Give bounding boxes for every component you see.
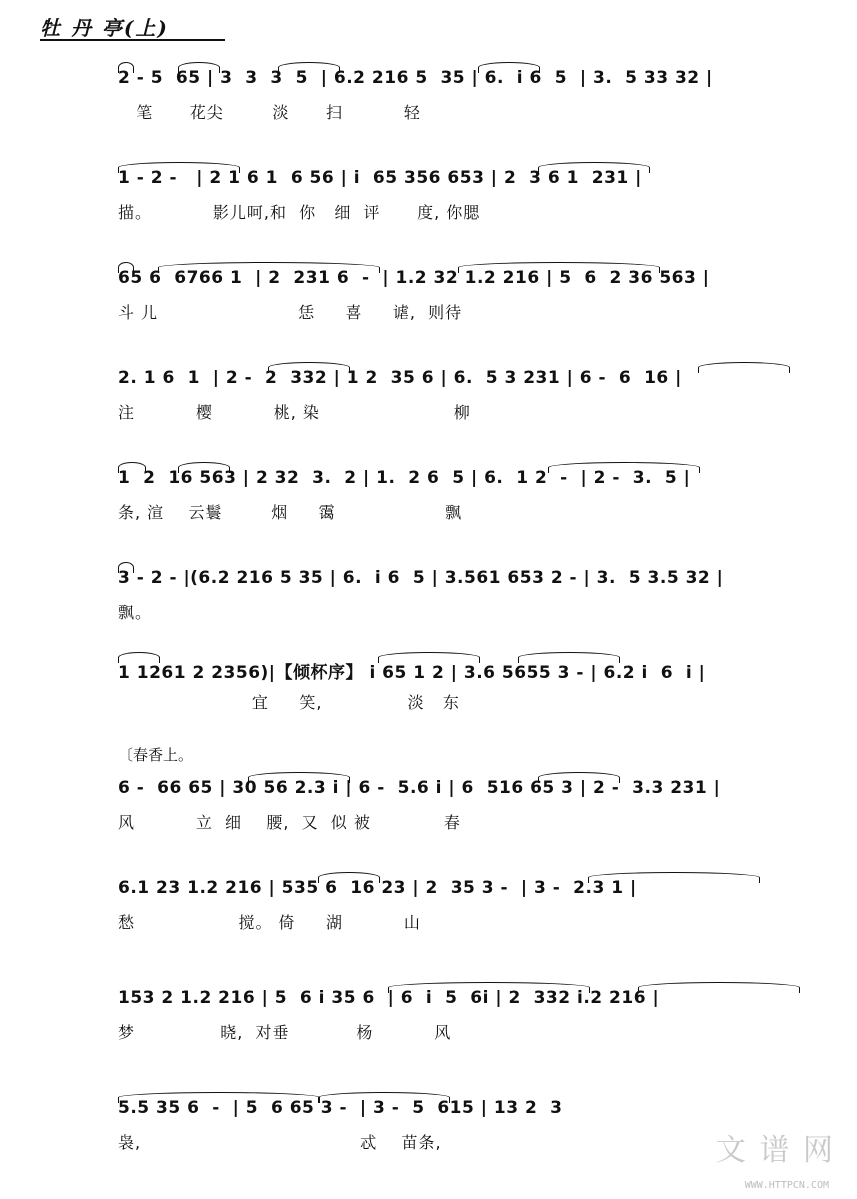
lyrics-line: 描。 影儿呵,和 你 细 评 度, 你腮 (118, 203, 481, 222)
stage-direction: 〔春香上。 (118, 746, 194, 764)
notation-system-7 (118, 650, 828, 720)
lyrics-line: 风 立 细 腰, 又 似 被 春 (118, 813, 461, 832)
lyrics-line: 飘。 (118, 603, 153, 622)
jianpu-notes: 1 2 16 563 | 2 32 3. 2 | 1. 2 6 5 | 6. 1 2 - | 2 - 3. 5 | (118, 468, 691, 488)
jianpu-notes: 3 - 2 - |(6.2 216 5 35 | 6. i 6 5 | 3.561 653 2 - | 3. 5 3.5 32 | (118, 568, 724, 588)
staff-line (118, 260, 828, 300)
jianpu-notes: 153 2 1.2 216 | 5 6 i 35 6 | 6 i 5 6i | 2 332 i.2 216 | (118, 988, 660, 1008)
notation-system-8 (118, 770, 828, 840)
page-title: 牡 丹 亭(上) (40, 16, 169, 40)
notation-system-1 (118, 60, 828, 130)
jianpu-notes: 6.1 23 1.2 216 | 535 6 16 23 | 2 35 3 - | 3 - 2.3 1 | (118, 878, 637, 898)
staff-line (118, 650, 828, 690)
lyrics-line: 梦 晓, 对垂 杨 风 (118, 1023, 452, 1042)
notation-system-6 (118, 560, 828, 630)
notation-system-10 (118, 980, 828, 1050)
notation-system-5 (118, 460, 828, 530)
staff-line (118, 460, 828, 500)
staff-line (118, 770, 828, 810)
staff-line (118, 160, 828, 200)
lyrics-line: 条, 渲 云鬟 烟 霭 飘 (118, 503, 463, 522)
jianpu-notes: 1 - 2 - | 2 1 6 1 6 56 | i 65 356 653 | 2 3 6 1 231 | (118, 168, 642, 188)
notation-system-2 (118, 160, 828, 230)
notation-system-3 (118, 260, 828, 330)
page-header (40, 12, 225, 38)
staff-line (118, 60, 828, 100)
staff-line (118, 1090, 828, 1130)
lyrics-line: 愁 搅。 倚 湖 山 (118, 913, 421, 932)
lyrics-line: 斗 儿 恁 喜 谑, 则待 (118, 303, 463, 322)
notation-system-4 (118, 360, 828, 430)
notation-system-9 (118, 870, 828, 940)
slur (638, 982, 800, 993)
lyrics-line: 注 樱 桃, 染 柳 (118, 403, 471, 422)
header-rule (40, 39, 225, 41)
staff-line (118, 870, 828, 910)
lyrics-line: 袅, 忒 苗条, (118, 1133, 442, 1152)
staff-line (118, 560, 828, 600)
jianpu-notes: 5.5 35 6 - | 5 6 65 3 - | 3 - 5 615 | 13 2 3 (118, 1098, 569, 1118)
jianpu-notes: 65 6 6766 1 | 2 231 6 - | 1.2 32 1.2 216 | 5 6 2 36 563 | (118, 268, 710, 288)
staff-line (118, 980, 828, 1020)
watermark-logo: 文 谱 网 (715, 1133, 835, 1168)
staff-line (118, 360, 828, 400)
lyrics-line: 宜 笑, 淡 东 (118, 693, 460, 712)
jianpu-notes: 1 1261 2 2356)|【倾杯序】 i 65 1 2 | 3.6 5655 3 - | 6.2 i 6 i | (118, 663, 706, 683)
jianpu-notes: 2 - 5 65 | 3 3 3 5 | 6.2 216 5 35 | 6. i 6 5 | 3. 5 33 32 | (118, 68, 713, 88)
jianpu-notes: 2. 1 6 1 | 2 - 2 332 | 1 2 35 6 | 6. 5 3 231 | 6 - 6 16 | (118, 368, 682, 388)
lyrics-line: 笔 花尖 淡 扫 轻 (118, 103, 421, 122)
jianpu-notes: 6 - 66 65 | 30 56 2.3 i | 6 - 5.6 i | 6 516 65 3 | 2 - 3.3 231 | (118, 778, 721, 798)
slur (698, 362, 790, 373)
watermark-url: WWW.HTTPCN.COM (744, 1180, 829, 1191)
